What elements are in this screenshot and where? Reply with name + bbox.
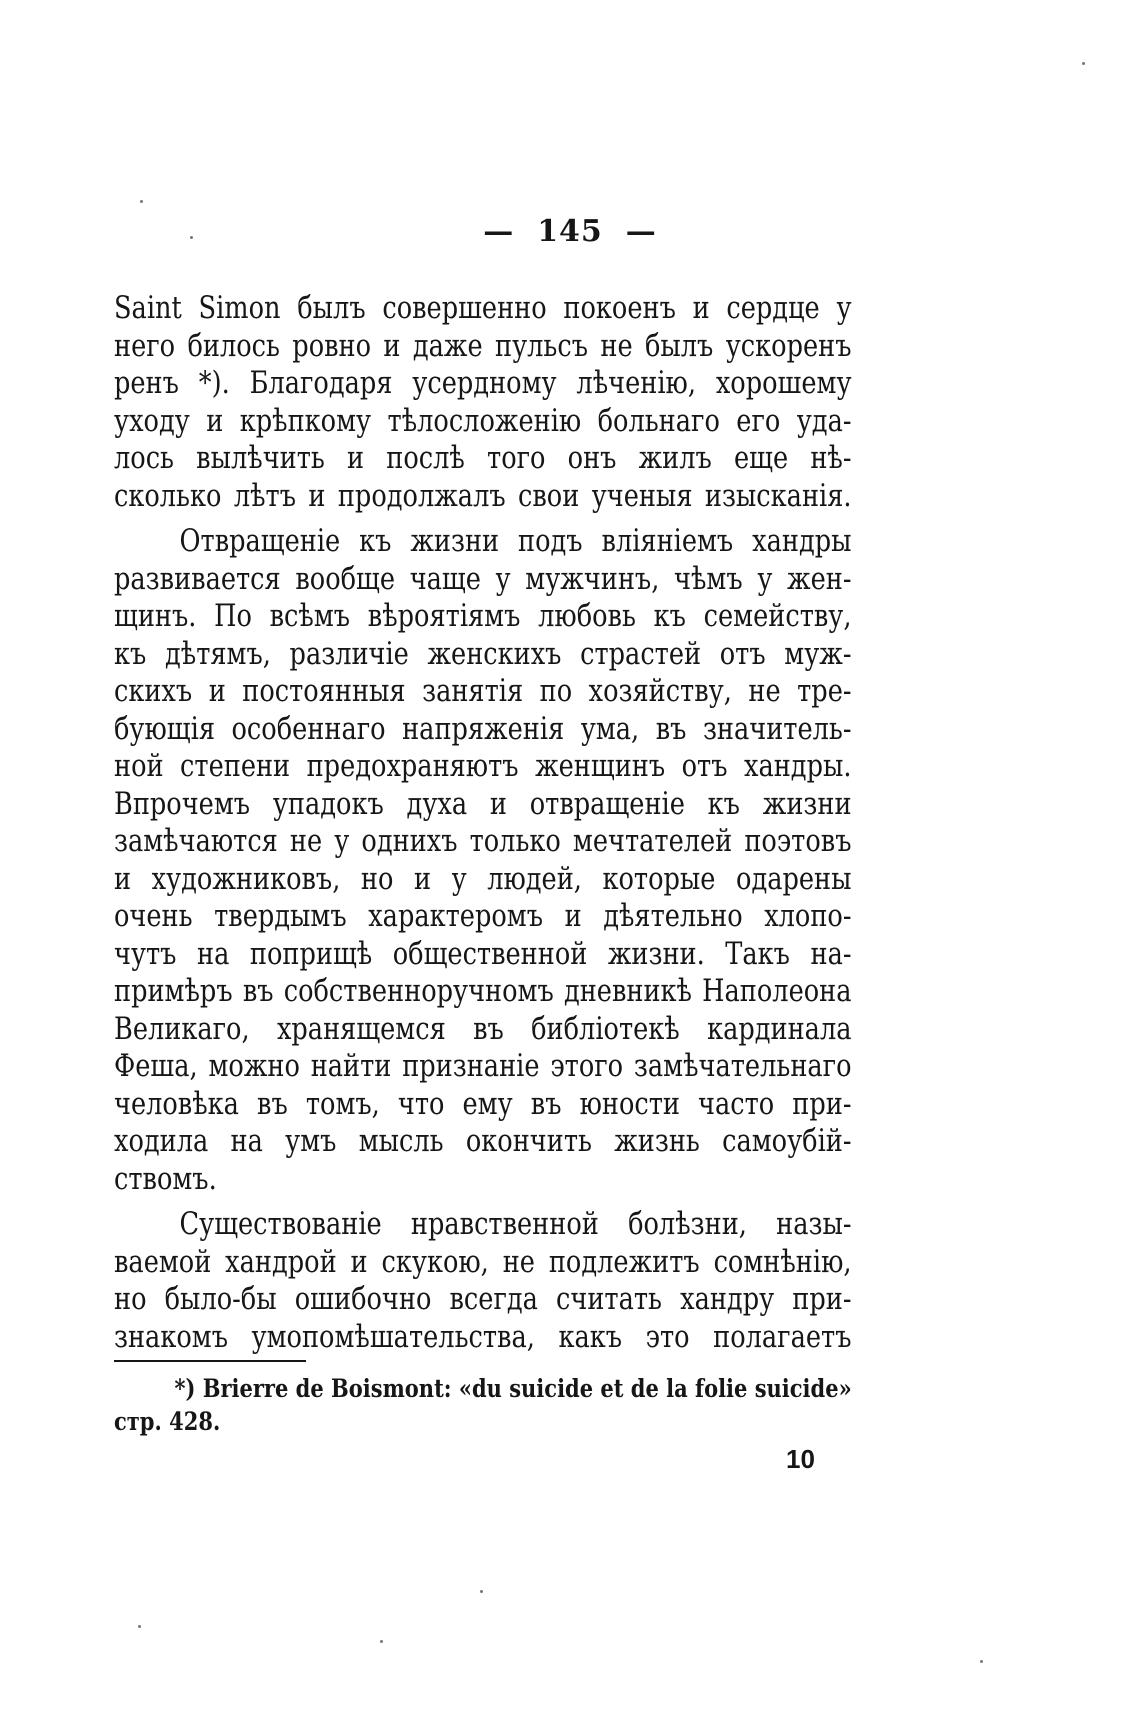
text-line: и художниковъ, но и у людей, которые одарены: [114, 861, 852, 897]
footnote-line: стр. 428.: [114, 1407, 221, 1436]
text-line: къ дѣтямъ, различіе женскихъ страстей отъ муж-: [114, 636, 852, 672]
signature-mark: 10: [786, 1444, 815, 1474]
text-line: Существованіе нравственной болѣзни, назы-: [179, 1207, 852, 1242]
text-line: Saint Simon былъ совершенно покоенъ и сердце у: [114, 291, 852, 326]
text-line: очень твердымъ характеромъ и дѣятельно хлопо-: [114, 899, 852, 934]
text-line: уходу и крѣпкому тѣлосложенію больнаго его уда-: [114, 403, 852, 439]
header-dash-right: —: [625, 214, 657, 249]
text-line: ходила на умъ мысль окончить жизнь самоубій-: [114, 1124, 852, 1159]
text-line: развивается вообще чаще у мужчинъ, чѣмъ у жен-: [114, 561, 852, 597]
scan-speck: [140, 200, 143, 203]
text-line: Феша, можно найти признаніе этого замѣчательнаго: [114, 1049, 852, 1084]
text-line: него билось ровно и даже пульсъ не былъ ускоренъ: [114, 328, 852, 364]
text-line: ствомъ.: [114, 1161, 217, 1197]
text-line: сколько лѣтъ и продолжалъ свои ученыя изысканія.: [114, 478, 852, 514]
text-line: человѣка въ томъ, что ему въ юности часто при-: [114, 1086, 852, 1122]
text-line: лось вылѣчить и послѣ того онъ жилъ еще нѣ-: [114, 441, 852, 476]
scan-speck: [138, 1625, 141, 1628]
text-line: ренъ *). Благодаря усердному лѣченію, хорошему: [114, 366, 852, 401]
body-text: [114, 290, 852, 1364]
text-line: чутъ на поприщѣ общественной жизни. Такъ на-: [114, 936, 852, 972]
text-line: но было-бы ошибочно всегда считать хандру при-: [114, 1282, 852, 1317]
text-line: скихъ и постоянныя занятія по хозяйству, не тре-: [114, 674, 852, 709]
text-line: щинъ. По всѣмъ вѣроятіямъ любовь къ семейству,: [114, 599, 852, 634]
scan-speck: [190, 236, 193, 239]
text-line: примѣръ въ собственноручномъ дневникѣ Наполеона: [114, 974, 852, 1009]
paragraph-1: [114, 290, 852, 515]
text-line: замѣчаются не у однихъ только мечтателей поэтовъ: [114, 824, 852, 859]
text-line: Отвращеніе къ жизни подъ вліяніемъ хандры: [179, 524, 852, 559]
scan-speck: [1082, 62, 1085, 65]
text-line: ной степени предохраняютъ женщинъ отъ хандры.: [114, 749, 852, 784]
footnote-line: *) Brierre de Boismont: «du suicide et de la folie suicide»: [174, 1374, 852, 1403]
footnote: [114, 1372, 852, 1438]
text-line: ваемой хандрой и скукою, не подлежитъ сомнѣнію,: [114, 1244, 852, 1280]
footnote-divider: [114, 1360, 306, 1362]
page-header: [0, 214, 1140, 249]
header-dash-left: —: [483, 214, 515, 249]
text-line: бующія особеннаго напряженія ума, въ значитель-: [114, 711, 852, 747]
text-line: Впрочемъ упадокъ духа и отвращеніе къ жизни: [114, 786, 852, 822]
paragraph-3: [114, 1206, 852, 1356]
scan-speck: [980, 1660, 983, 1663]
paragraph-2: [114, 523, 852, 1198]
page-number: 145: [537, 214, 603, 249]
scan-speck: [480, 1590, 483, 1593]
text-line: знакомъ умопомѣшательства, какъ это полагаетъ: [114, 1319, 852, 1355]
text-line: Великаго, хранящемся въ библіотекѣ кардинала: [114, 1011, 852, 1047]
scan-speck: [380, 1640, 383, 1643]
